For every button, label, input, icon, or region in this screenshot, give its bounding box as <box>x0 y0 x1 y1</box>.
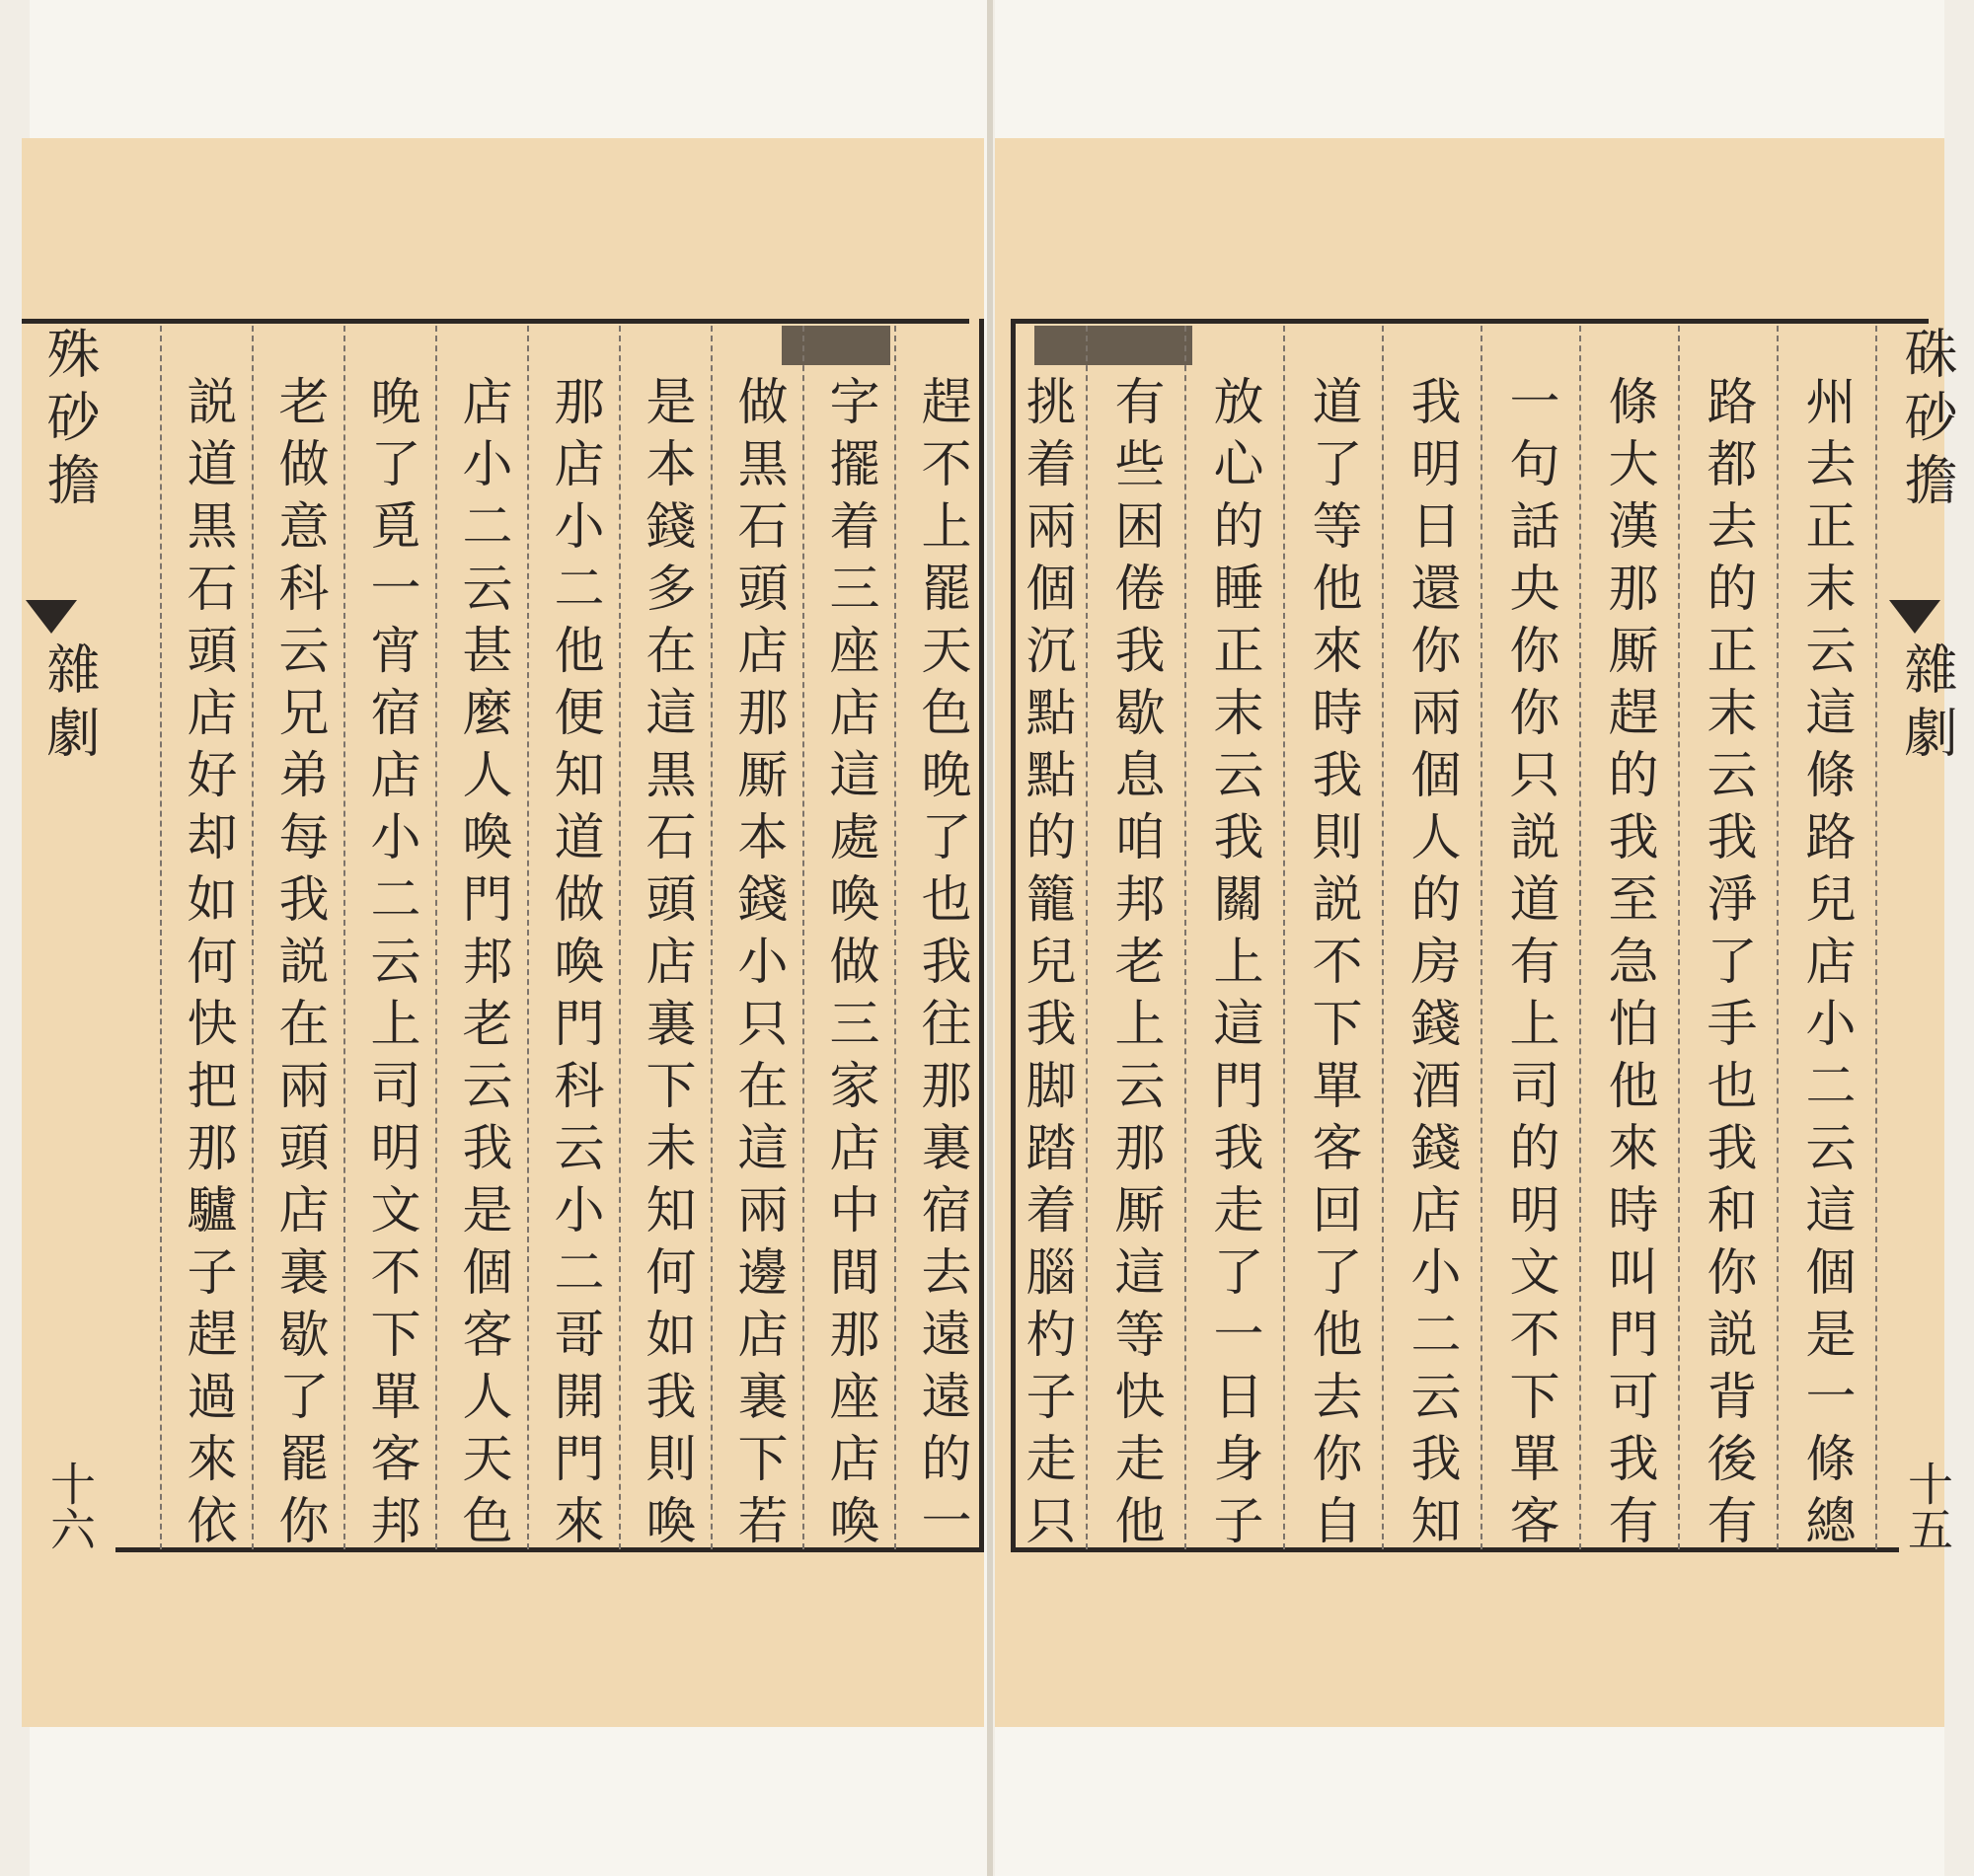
left-text-column: 趕不上罷天色晚了也我往那裏宿去遠遠的一 <box>912 375 970 1556</box>
left-col-divider <box>619 326 621 1549</box>
right-col-divider <box>1875 326 1877 1549</box>
right-top-ink-mark <box>1034 326 1192 365</box>
right-page <box>995 138 1958 1727</box>
right-col-divider <box>1184 326 1186 1549</box>
right-margin-genre: 雜劇 <box>1896 641 1958 768</box>
right-col-divider <box>1382 326 1384 1549</box>
left-text-column: 老做意科云兄弟每我説在兩頭店裏歇了罷你 <box>269 375 328 1556</box>
right-col-divider <box>1480 326 1482 1549</box>
right-text-column: 我明日還你兩個人的房錢酒錢店小二云我知 <box>1402 375 1460 1556</box>
right-col-divider <box>1777 326 1779 1549</box>
left-text-column: 字擺着三座店這處喚做三家店中間那座店喚 <box>820 375 878 1556</box>
left-text-column: 説道黒石頭店好却如何快把那驢子趕過來依 <box>178 375 236 1556</box>
left-fishtail-icon <box>26 600 77 634</box>
book-gutter <box>987 0 993 1876</box>
right-text-column: 道了等他來時我則説不下單客回了他去你自 <box>1303 375 1361 1556</box>
right-fishtail-icon <box>1889 600 1940 634</box>
left-top-ink-mark <box>782 326 890 365</box>
left-page <box>22 138 984 1727</box>
left-folio: 十六 <box>43 1461 97 1551</box>
left-col-divider <box>435 326 437 1549</box>
left-text-column: 是本錢多在這黒石頭店裏下未知何如我則喚 <box>637 375 695 1556</box>
left-col-divider <box>711 326 713 1549</box>
right-text-column: 州去正末云這條路兒店小二云這個是一條總 <box>1796 375 1855 1556</box>
left-col-divider <box>802 326 804 1549</box>
left-col-divider <box>252 326 254 1549</box>
right-text-column: 路都去的正末云我淨了手也我和你説背後有 <box>1698 375 1756 1556</box>
right-col-divider <box>1283 326 1285 1549</box>
left-text-column: 店小二云甚麼人喚門邦老云我是個客人天色 <box>453 375 511 1556</box>
right-folio: 十五 <box>1901 1461 1954 1551</box>
left-col-divider <box>527 326 529 1549</box>
left-text-column: 那店小二他便知道做喚門科云小二哥開門來 <box>545 375 603 1556</box>
left-text-column: 做黒石頭店那厮本錢小只在這兩邊店裏下若 <box>728 375 787 1556</box>
left-margin-genre: 雜劇 <box>38 641 101 768</box>
left-text-column: 晚了覓一宵宿店小二云上司明文不下單客邦 <box>361 375 419 1556</box>
left-margin-title: 殊砂擔 <box>38 326 101 515</box>
right-margin-title: 硃砂擔 <box>1896 326 1958 515</box>
left-col-divider <box>343 326 345 1549</box>
right-col-divider <box>1086 326 1088 1549</box>
right-col-divider <box>1678 326 1680 1549</box>
right-col-divider <box>1579 326 1581 1549</box>
right-text-column: 有些困倦我歇息咱邦老上云那厮這等快走他 <box>1105 375 1164 1556</box>
left-col-divider <box>894 326 896 1549</box>
right-text-column: 一句話央你你只説道有上司的明文不下單客 <box>1500 375 1558 1556</box>
left-col-divider <box>160 326 162 1549</box>
right-text-column: 條大漢那厮趕的我至急怕他來時叫門可我有 <box>1599 375 1657 1556</box>
right-text-column: 挑着兩個沉點點的籠兒我脚踏着腦杓子走只 <box>1017 375 1075 1556</box>
right-text-column: 放心的睡正末云我關上這門我走了一日身子 <box>1204 375 1262 1556</box>
